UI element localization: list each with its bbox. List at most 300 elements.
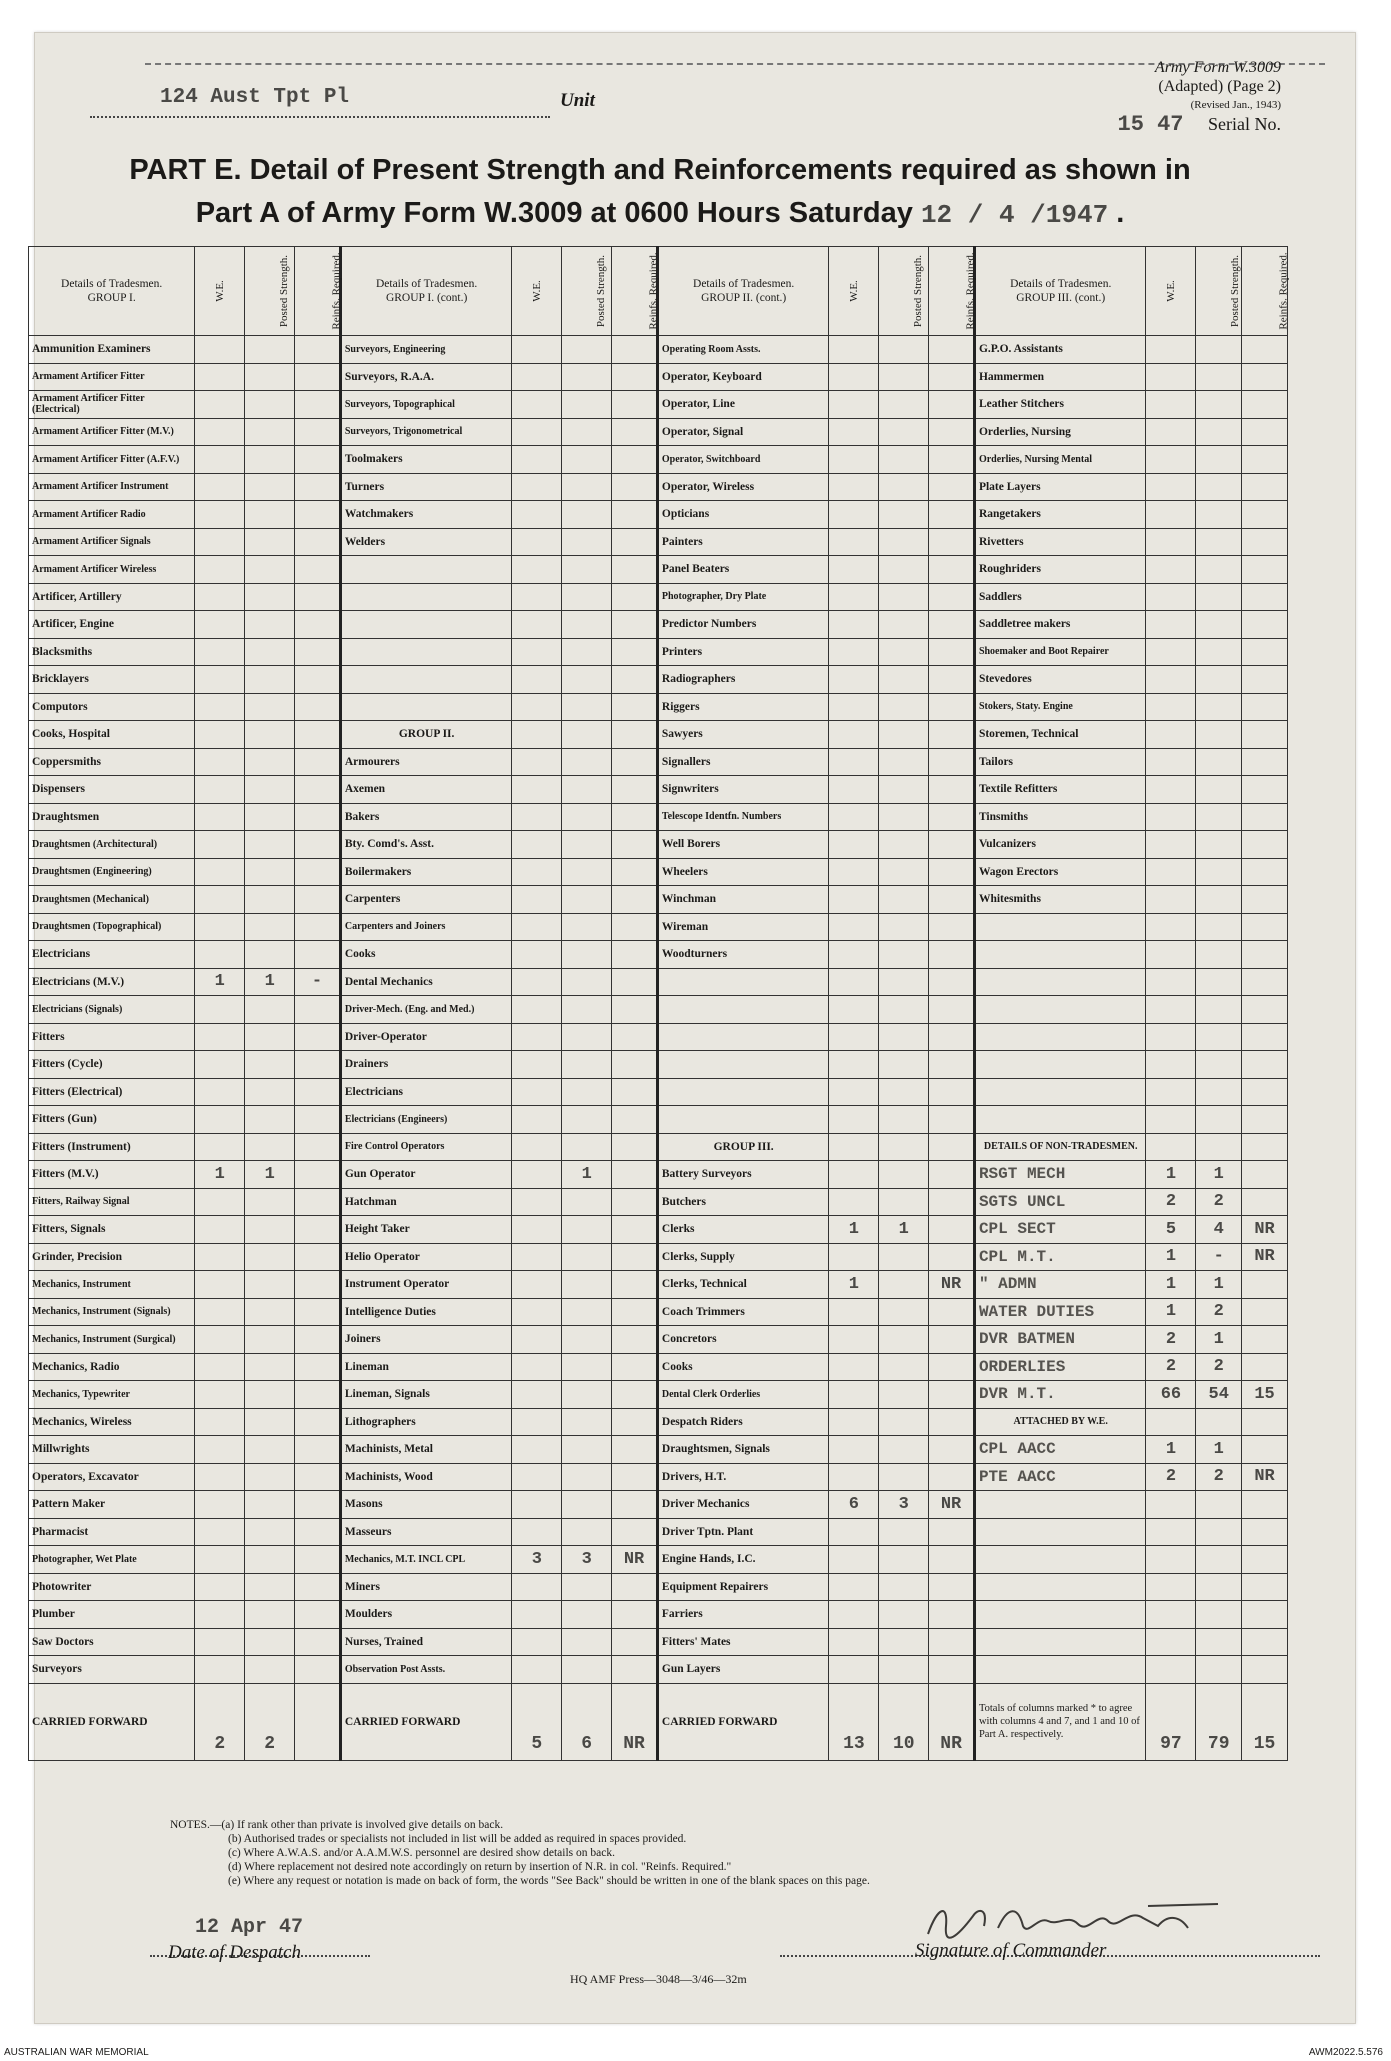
count-reinfs <box>612 1298 658 1326</box>
count-posted <box>245 1628 295 1656</box>
count-we <box>195 913 245 941</box>
count-reinfs: NR <box>612 1546 658 1574</box>
trade-name <box>974 941 1146 969</box>
note-c: (c) Where A.W.A.S. and/or A.A.M.W.S. personnel are desired show details on back. <box>228 1847 615 1859</box>
count-we <box>195 1381 245 1409</box>
count-we: 2 <box>1146 1188 1196 1216</box>
count-reinfs <box>295 1023 341 1051</box>
count-we: 6 <box>829 1491 879 1519</box>
count-posted <box>1196 803 1242 831</box>
count-we <box>512 1463 562 1491</box>
table-row <box>29 1518 1288 1546</box>
count-reinfs <box>929 996 975 1024</box>
count-posted <box>1196 886 1242 914</box>
trade-name: Toolmakers <box>340 446 512 474</box>
table-row <box>29 1408 1288 1436</box>
count-we <box>1146 638 1196 666</box>
trade-name: Draughtsmen (Engineering) <box>29 858 195 886</box>
trade-name: Grinder, Precision <box>29 1243 195 1271</box>
count-we <box>1146 611 1196 639</box>
trade-name: GROUP III. <box>657 1133 829 1161</box>
count-reinfs <box>295 913 341 941</box>
count-reinfs <box>295 1353 341 1381</box>
count-we: 1 <box>1146 1271 1196 1299</box>
count-we <box>195 886 245 914</box>
trade-name: Lineman, Signals <box>340 1381 512 1409</box>
trade-name: Rivetters <box>974 528 1146 556</box>
trade-name: Axemen <box>340 776 512 804</box>
trade-name: Fitters, Railway Signal <box>29 1188 195 1216</box>
count-posted <box>879 556 929 584</box>
table-row <box>29 1298 1288 1326</box>
count-reinfs <box>929 1463 975 1491</box>
trade-name: Mechanics, Typewriter <box>29 1381 195 1409</box>
credit-left: AUSTRALIAN WAR MEMORIAL <box>4 2047 149 2058</box>
count-we <box>195 1298 245 1326</box>
count-reinfs <box>295 1546 341 1574</box>
count-posted <box>245 1353 295 1381</box>
trade-name: Cooks <box>340 941 512 969</box>
trade-name: Signallers <box>657 748 829 776</box>
count-we <box>195 1133 245 1161</box>
count-reinfs <box>612 1051 658 1079</box>
count-we: 1 <box>1146 1436 1196 1464</box>
count-posted <box>245 1546 295 1574</box>
table-row <box>29 391 1288 419</box>
trade-name: Armament Artificer Fitter <box>29 363 195 391</box>
count-posted: 2 <box>1196 1188 1242 1216</box>
count-posted <box>562 611 612 639</box>
note-d: (d) Where replacement not desired note accordingly on return by insertion of N.R. in col. "Reinfs. Required." <box>228 1861 732 1873</box>
count-we <box>512 858 562 886</box>
count-reinfs <box>1242 1188 1288 1216</box>
count-posted <box>245 803 295 831</box>
trade-name <box>974 1601 1146 1629</box>
count-reinfs <box>929 1051 975 1079</box>
count-posted <box>245 831 295 859</box>
count-posted <box>245 1491 295 1519</box>
cf-g3-posted: 10 <box>879 1683 929 1760</box>
count-reinfs <box>295 831 341 859</box>
count-posted <box>879 611 929 639</box>
count-posted <box>245 446 295 474</box>
count-posted <box>1196 501 1242 529</box>
count-posted <box>562 1353 612 1381</box>
trade-name: Predictor Numbers <box>657 611 829 639</box>
serial-value: 15 47 <box>1117 112 1184 137</box>
trade-name: CPL AACC <box>974 1436 1146 1464</box>
count-reinfs <box>295 721 341 749</box>
count-we <box>829 1381 879 1409</box>
count-posted <box>562 831 612 859</box>
count-posted <box>1196 1546 1242 1574</box>
count-reinfs <box>1242 418 1288 446</box>
count-we <box>512 1656 562 1684</box>
count-posted: 2 <box>1196 1353 1242 1381</box>
trade-name: G.P.O. Assistants <box>974 336 1146 364</box>
count-we <box>829 941 879 969</box>
count-reinfs <box>1242 666 1288 694</box>
count-we <box>1146 363 1196 391</box>
trade-name: Draughtsmen (Architectural) <box>29 831 195 859</box>
count-reinfs <box>295 391 341 419</box>
count-we <box>829 996 879 1024</box>
count-we <box>1146 501 1196 529</box>
trade-name: Panel Beaters <box>657 556 829 584</box>
serial-label: Serial No. <box>1208 114 1281 134</box>
header-reinfs: Reinfs. Required. <box>295 247 341 336</box>
count-we <box>512 996 562 1024</box>
count-we <box>512 693 562 721</box>
count-we <box>195 1408 245 1436</box>
count-reinfs <box>1242 611 1288 639</box>
count-we <box>195 1601 245 1629</box>
count-posted <box>245 1106 295 1134</box>
trade-name: Operator, Wireless <box>657 473 829 501</box>
count-posted <box>562 446 612 474</box>
count-we <box>512 363 562 391</box>
count-posted <box>879 1408 929 1436</box>
count-posted <box>562 1628 612 1656</box>
count-reinfs <box>929 831 975 859</box>
count-posted <box>879 886 929 914</box>
trade-name <box>974 1491 1146 1519</box>
trade-name <box>974 1106 1146 1134</box>
count-we <box>195 1656 245 1684</box>
count-posted <box>879 803 929 831</box>
count-we: 5 <box>1146 1216 1196 1244</box>
count-reinfs <box>295 501 341 529</box>
perforation-line <box>145 63 1325 65</box>
count-posted <box>879 1628 929 1656</box>
table-row <box>29 611 1288 639</box>
count-we <box>829 363 879 391</box>
trade-name: DETAILS OF NON-TRADESMEN. <box>974 1133 1146 1161</box>
count-posted <box>245 418 295 446</box>
trade-name <box>974 968 1146 996</box>
count-we <box>829 1601 879 1629</box>
trade-name: Height Taker <box>340 1216 512 1244</box>
table-row <box>29 1188 1288 1216</box>
count-reinfs <box>929 1188 975 1216</box>
count-reinfs <box>929 776 975 804</box>
trade-name: Wheelers <box>657 858 829 886</box>
count-posted <box>562 1023 612 1051</box>
table-row <box>29 666 1288 694</box>
count-reinfs <box>612 611 658 639</box>
trade-name <box>974 1656 1146 1684</box>
count-we <box>512 473 562 501</box>
count-reinfs <box>612 1243 658 1271</box>
count-posted <box>1196 968 1242 996</box>
count-we <box>512 666 562 694</box>
count-we <box>829 776 879 804</box>
count-posted <box>1196 611 1242 639</box>
count-posted <box>879 996 929 1024</box>
table-row <box>29 941 1288 969</box>
count-we <box>829 391 879 419</box>
count-reinfs <box>612 1518 658 1546</box>
count-we <box>512 556 562 584</box>
count-we: 1 <box>829 1271 879 1299</box>
trade-name: Saddletree makers <box>974 611 1146 639</box>
count-reinfs <box>612 748 658 776</box>
trade-name: Surveyors, Topographical <box>340 391 512 419</box>
count-we <box>829 336 879 364</box>
count-we <box>195 1628 245 1656</box>
count-posted <box>1196 446 1242 474</box>
trade-name: Miners <box>340 1573 512 1601</box>
trade-name: Driver-Operator <box>340 1023 512 1051</box>
trade-name: Carpenters <box>340 886 512 914</box>
count-we <box>512 583 562 611</box>
count-reinfs <box>1242 501 1288 529</box>
trade-name: Roughriders <box>974 556 1146 584</box>
header-details-group3-cont: Details of Tradesmen. GROUP III. (cont.) <box>974 247 1146 336</box>
trade-name <box>974 996 1146 1024</box>
count-we <box>1146 1106 1196 1134</box>
header-we: W.E. <box>829 247 879 336</box>
count-reinfs <box>295 528 341 556</box>
cf-g4-posted: 79 <box>1196 1683 1242 1760</box>
count-posted <box>1196 776 1242 804</box>
trade-name <box>657 1051 829 1079</box>
count-posted <box>1196 996 1242 1024</box>
table-row <box>29 1381 1288 1409</box>
count-posted <box>562 1188 612 1216</box>
count-reinfs <box>1242 968 1288 996</box>
count-reinfs <box>612 1133 658 1161</box>
count-we <box>512 1353 562 1381</box>
table-row <box>29 336 1288 364</box>
count-posted: 1 <box>1196 1271 1242 1299</box>
trade-name: Bakers <box>340 803 512 831</box>
cf-g1-we: 2 <box>195 1683 245 1760</box>
table-row <box>29 968 1288 996</box>
count-reinfs <box>1242 1573 1288 1601</box>
count-reinfs <box>612 1436 658 1464</box>
count-reinfs <box>929 446 975 474</box>
count-reinfs <box>295 1106 341 1134</box>
count-reinfs <box>612 666 658 694</box>
count-posted <box>245 1078 295 1106</box>
trade-name: Electricians (Signals) <box>29 996 195 1024</box>
trade-name: Fitters (Instrument) <box>29 1133 195 1161</box>
count-we: 1 <box>1146 1298 1196 1326</box>
table-row <box>29 1491 1288 1519</box>
count-reinfs <box>929 1023 975 1051</box>
count-reinfs <box>929 1628 975 1656</box>
count-we <box>829 831 879 859</box>
count-we <box>512 336 562 364</box>
count-posted <box>879 1326 929 1354</box>
trade-name: Textile Refitters <box>974 776 1146 804</box>
count-reinfs <box>612 776 658 804</box>
count-we <box>1146 858 1196 886</box>
count-we <box>195 418 245 446</box>
trade-name: Dental Mechanics <box>340 968 512 996</box>
count-posted <box>562 968 612 996</box>
count-we <box>512 1078 562 1106</box>
count-posted <box>879 776 929 804</box>
count-we <box>512 1051 562 1079</box>
count-reinfs <box>1242 1601 1288 1629</box>
count-we <box>1146 1023 1196 1051</box>
count-reinfs <box>1242 1271 1288 1299</box>
trade-name: Blacksmiths <box>29 638 195 666</box>
count-reinfs <box>612 1408 658 1436</box>
count-reinfs <box>929 638 975 666</box>
count-reinfs <box>295 803 341 831</box>
count-posted <box>562 693 612 721</box>
count-posted <box>1196 1656 1242 1684</box>
count-we <box>1146 721 1196 749</box>
count-we: 1 <box>195 968 245 996</box>
count-we <box>829 1188 879 1216</box>
count-posted <box>245 1188 295 1216</box>
trade-name: Plumber <box>29 1601 195 1629</box>
trade-name: Tailors <box>974 748 1146 776</box>
count-reinfs <box>295 1298 341 1326</box>
count-posted <box>879 913 929 941</box>
trade-name: Artificer, Engine <box>29 611 195 639</box>
count-we <box>195 473 245 501</box>
table-body <box>29 336 1288 1684</box>
table-row <box>29 748 1288 776</box>
count-posted <box>562 1106 612 1134</box>
trade-name <box>657 996 829 1024</box>
trade-name: Driver Tptn. Plant <box>657 1518 829 1546</box>
count-posted: 1 <box>1196 1161 1242 1189</box>
count-we <box>195 748 245 776</box>
trade-name: Gun Layers <box>657 1656 829 1684</box>
table-row <box>29 776 1288 804</box>
trade-name <box>974 1546 1146 1574</box>
count-reinfs <box>295 996 341 1024</box>
table-row <box>29 1326 1288 1354</box>
count-we <box>195 1518 245 1546</box>
trade-name: Mechanics, Wireless <box>29 1408 195 1436</box>
count-posted <box>245 1463 295 1491</box>
trade-name: CPL M.T. <box>974 1243 1146 1271</box>
count-reinfs <box>612 391 658 419</box>
count-posted <box>245 556 295 584</box>
count-posted <box>879 1078 929 1106</box>
carried-forward-label: CARRIED FORWARD <box>29 1683 195 1760</box>
count-posted <box>879 1051 929 1079</box>
trade-name: Machinists, Wood <box>340 1463 512 1491</box>
count-reinfs <box>612 1271 658 1299</box>
form-number: Army Form W.3009 <box>1154 59 1281 76</box>
trade-name: Surveyors, R.A.A. <box>340 363 512 391</box>
count-reinfs <box>929 941 975 969</box>
count-posted <box>562 501 612 529</box>
count-posted <box>879 336 929 364</box>
table-row <box>29 638 1288 666</box>
notes-block <box>170 1818 870 1888</box>
count-reinfs: 15 <box>1242 1381 1288 1409</box>
trade-name: Fitters (M.V.) <box>29 1161 195 1189</box>
trade-name: Draughtsmen, Signals <box>657 1436 829 1464</box>
count-reinfs <box>612 1353 658 1381</box>
count-we <box>512 1161 562 1189</box>
count-reinfs <box>295 1326 341 1354</box>
count-posted <box>562 638 612 666</box>
count-reinfs <box>295 1408 341 1436</box>
count-we <box>829 1628 879 1656</box>
header-we: W.E. <box>195 247 245 336</box>
count-posted <box>245 473 295 501</box>
count-we <box>512 1518 562 1546</box>
trade-name: Mechanics, Instrument (Signals) <box>29 1298 195 1326</box>
count-posted <box>879 446 929 474</box>
count-we <box>829 803 879 831</box>
cf-g2-posted: 6 <box>562 1683 612 1760</box>
trade-name: Surveyors, Trigonometrical <box>340 418 512 446</box>
trade-name: Well Borers <box>657 831 829 859</box>
count-posted <box>245 1573 295 1601</box>
count-reinfs <box>1242 941 1288 969</box>
count-we <box>829 666 879 694</box>
trade-name: Shoemaker and Boot Repairer <box>974 638 1146 666</box>
trade-name: Fire Control Operators <box>340 1133 512 1161</box>
count-posted <box>245 1601 295 1629</box>
count-reinfs <box>1242 1133 1288 1161</box>
count-reinfs <box>612 941 658 969</box>
count-we <box>512 1573 562 1601</box>
count-posted <box>879 748 929 776</box>
trade-name: Operating Room Assts. <box>657 336 829 364</box>
trade-name: Radiographers <box>657 666 829 694</box>
count-reinfs <box>295 446 341 474</box>
press-line: HQ AMF Press—3048—3/46—32m <box>570 1972 747 1986</box>
count-we <box>512 418 562 446</box>
count-posted <box>562 1656 612 1684</box>
count-posted <box>879 638 929 666</box>
trade-name: Mechanics, Instrument (Surgical) <box>29 1326 195 1354</box>
count-reinfs <box>929 968 975 996</box>
count-we <box>195 1051 245 1079</box>
count-posted: 1 <box>1196 1436 1242 1464</box>
count-reinfs <box>295 693 341 721</box>
count-posted <box>879 721 929 749</box>
count-reinfs <box>295 1161 341 1189</box>
count-we <box>512 1381 562 1409</box>
trade-name: Masons <box>340 1491 512 1519</box>
trade-name: Battery Surveyors <box>657 1161 829 1189</box>
count-posted <box>562 1573 612 1601</box>
trade-name: Armament Artificer Instrument <box>29 473 195 501</box>
trade-name: Armament Artificer Wireless <box>29 556 195 584</box>
trade-name: Wireman <box>657 913 829 941</box>
count-we <box>1146 996 1196 1024</box>
table-row <box>29 1271 1288 1299</box>
count-posted <box>1196 1601 1242 1629</box>
trade-name <box>340 583 512 611</box>
table-row <box>29 1051 1288 1079</box>
count-posted <box>245 776 295 804</box>
count-reinfs <box>295 638 341 666</box>
count-posted: 4 <box>1196 1216 1242 1244</box>
count-we: 1 <box>1146 1243 1196 1271</box>
trade-name: Lithographers <box>340 1408 512 1436</box>
table-row <box>29 1078 1288 1106</box>
count-we <box>829 418 879 446</box>
carried-forward-row <box>29 1683 1288 1760</box>
count-reinfs <box>295 1518 341 1546</box>
count-posted <box>245 1408 295 1436</box>
count-reinfs <box>1242 776 1288 804</box>
